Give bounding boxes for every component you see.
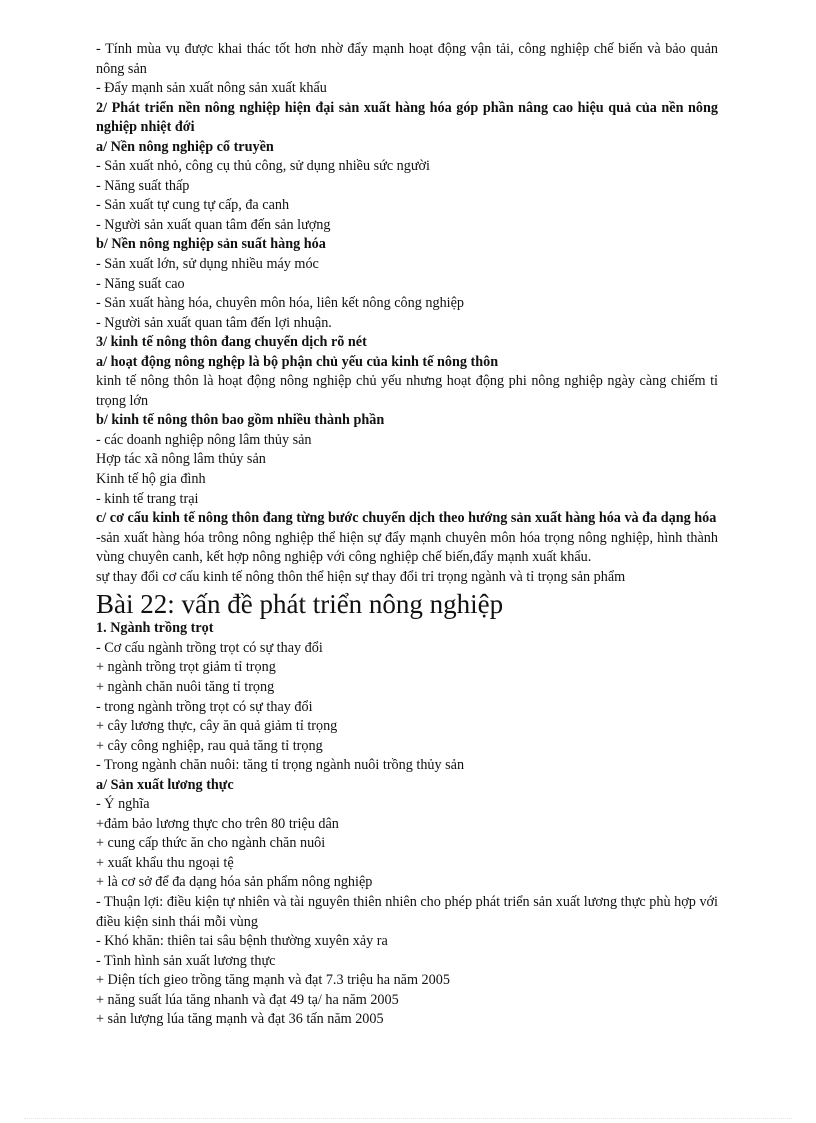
text-line: - Năng suất cao	[96, 275, 185, 292]
text-line: + sản lượng lúa tăng mạnh và đạt 36 tấn năm 2005	[96, 1011, 384, 1028]
text-line: + cây lương thực, cây ăn quả giảm tỉ trọng	[96, 718, 338, 735]
section-heading: b/ Nền nông nghiệp sản suất hàng hóa	[96, 236, 326, 253]
text-line: +đảm bảo lương thực cho trên 80 triệu dân	[96, 815, 339, 832]
section-lesson-22	[96, 619, 718, 1029]
text-line: - Thuận lợi: điều kiện tự nhiên và tài nguyên thiên nhiên cho phép phát triển sản xuất lương thực phù hợp với điều kiện sinh thái mỗi vùng	[96, 893, 718, 930]
text-line: -sản xuất hàng hóa trông nông nghiệp thể hiện sự đẩy mạnh chuyên môn hóa trọng nông nghiệp, hình thành vùng chuyên canh, kết hợp nông nghiệp với công nghiệp chế biến,đẩy mạnh xuất khẩu.	[96, 529, 718, 566]
text-line: - kinh tế trang trại	[96, 490, 199, 507]
text-line: + Diện tích gieo trồng tăng mạnh và đạt 7.3 triệu ha năm 2005	[96, 972, 450, 989]
section-heading: 2/ Phát triển nền nông nghiệp hiện đại sản xuất hàng hóa góp phần nâng cao hiệu quả của nền nông nghiệp nhiệt đới	[96, 99, 718, 136]
text-line: - Sản xuất nhỏ, công cụ thủ công, sử dụng nhiều sức người	[96, 158, 430, 175]
section-heading: c/ cơ cấu kinh tế nông thôn đang từng bước chuyển dịch theo hướng sản xuất hàng hóa và đa dạng hóa	[96, 510, 717, 527]
section-heading: a/ Nền nông nghiệp cổ truyền	[96, 138, 274, 155]
text-line: - Tình hình sản xuất lương thực	[96, 952, 276, 969]
text-line: + ngành trồng trọt giảm tỉ trọng	[96, 659, 276, 676]
text-line: kinh tế nông thôn là hoạt động nông nghiệp chủ yếu nhưng hoạt động phi nông nghiệp ngày càng chiếm tỉ trọng lớn	[96, 373, 718, 409]
text-line: - Đẩy mạnh sản xuất nông sản xuất khẩu	[96, 80, 327, 97]
text-line: Kinh tế hộ gia đình	[96, 471, 206, 488]
text-line: + xuất khẩu thu ngoại tệ	[96, 854, 234, 871]
text-line: + là cơ sở để đa dạng hóa sản phẩm nông nghiệp	[96, 874, 373, 891]
text-line: - Người sản xuất quan tâm đến lợi nhuận.	[96, 314, 332, 331]
section-heading: b/ kinh tế nông thôn bao gồm nhiều thành phần	[96, 412, 385, 429]
text-line: - Sản xuất lớn, sử dụng nhiều máy móc	[96, 256, 319, 273]
text-line: - các doanh nghiệp nông lâm thủy sản	[96, 431, 312, 448]
text-line: + ngành chăn nuôi tăng tỉ trọng	[96, 678, 275, 695]
text-line: - Ý nghĩa	[96, 796, 150, 813]
text-line: - Trong ngành chăn nuôi: tăng tỉ trọng ngành nuôi trồng thủy sản	[96, 757, 465, 774]
text-line: - Người sản xuất quan tâm đến sản lượng	[96, 216, 331, 233]
text-line: - Sản xuất tự cung tự cấp, đa canh	[96, 197, 290, 214]
page-bottom-rule	[24, 1118, 792, 1119]
text-line: Hợp tác xã nông lâm thủy sản	[96, 451, 266, 468]
text-line: - Khó khăn: thiên tai sâu bệnh thường xuyên xảy ra	[96, 933, 388, 950]
text-line: + cung cấp thức ăn cho ngành chăn nuôi	[96, 835, 326, 852]
text-line: sự thay đổi cơ cấu kinh tế nông thôn thể hiện sự thay đổi trỉ trọng ngành và tỉ trọng sản phẩm	[96, 568, 626, 585]
text-line: + cây công nghiệp, rau quả tăng tỉ trọng	[96, 737, 323, 754]
text-line: - trong ngành trồng trọt có sự thay đổi	[96, 698, 313, 715]
section-agriculture-tropical	[96, 40, 718, 587]
text-line: - Tính mùa vụ được khai thác tốt hơn nhờ đẩy mạnh hoạt động vận tải, công nghiệp chế biến và bảo quản nông sản	[96, 41, 718, 77]
text-line: - Cơ cấu ngành trồng trọt có sự thay đổi	[96, 639, 323, 656]
text-line: - Sản xuất hàng hóa, chuyên môn hóa, liên kết nông công nghiệp	[96, 295, 465, 312]
text-line: + năng suất lúa tăng nhanh và đạt 49 tạ/ ha năm 2005	[96, 991, 399, 1008]
section-heading: 3/ kinh tế nông thôn đang chuyển dịch rõ nét	[96, 334, 367, 351]
section-heading: a/ hoạt động nông nghệp là bộ phận chủ yếu của kinh tế nông thôn	[96, 353, 499, 370]
text-line: - Năng suất thấp	[96, 177, 190, 194]
section-heading: 1. Ngành trồng trọt	[96, 620, 214, 637]
section-heading: a/ Sản xuất lương thực	[96, 776, 234, 793]
document-page	[96, 40, 718, 1030]
lesson-title: Bài 22: vấn đề phát triển nông nghiệp	[96, 589, 504, 620]
